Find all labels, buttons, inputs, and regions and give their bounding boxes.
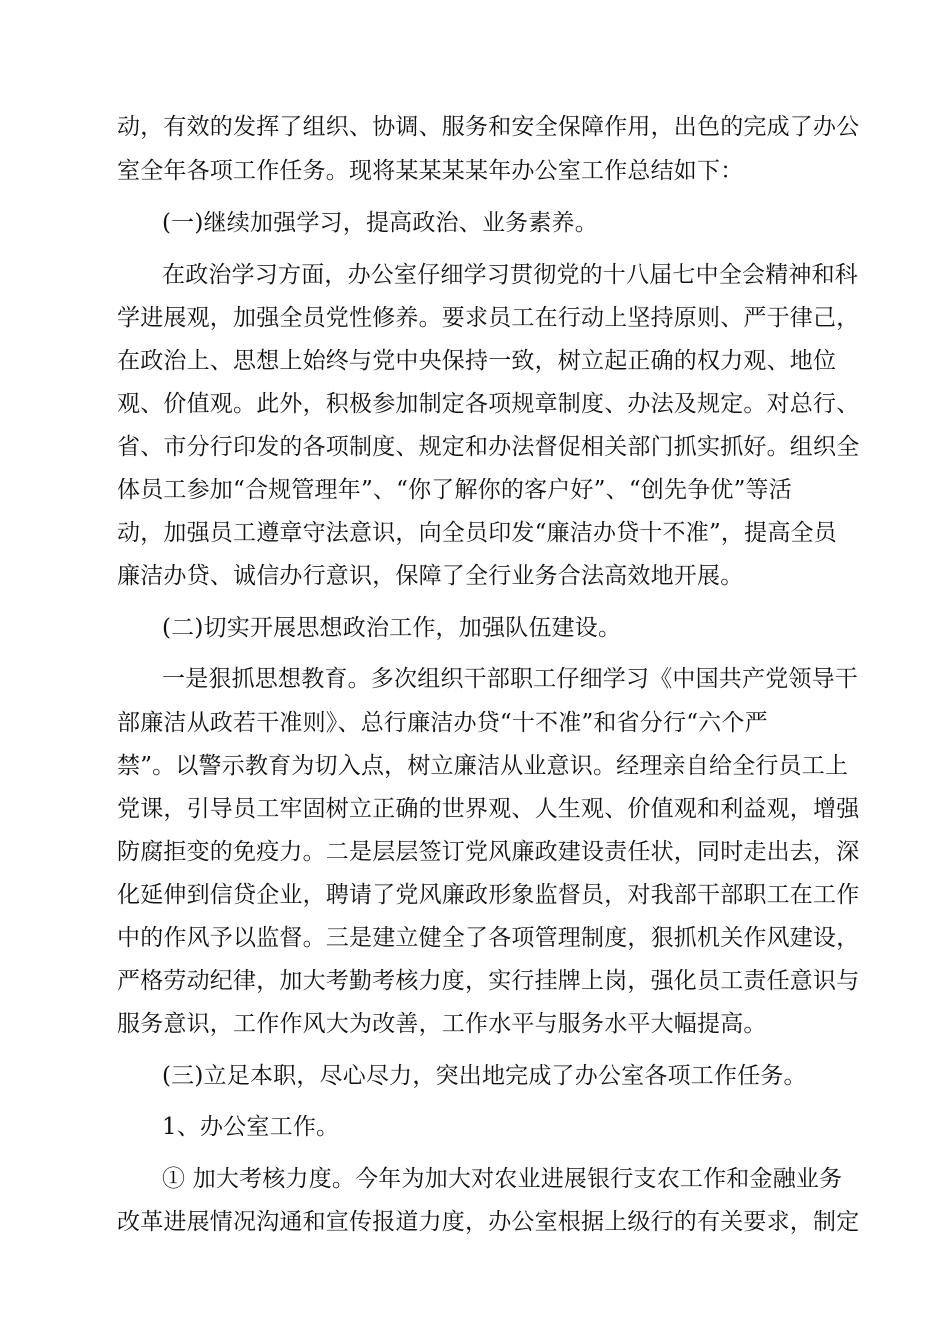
paragraph-line: 室全年各项工作任务。现将某某某某年办公室工作总结如下：: [117, 158, 744, 184]
paragraph-line: 改革进展情况沟通和宣传报道力度，办公室根据上级行的有关要求，制定: [117, 1209, 860, 1235]
section-heading: (一)继续加强学习，提高政治、业务素养。: [162, 210, 598, 236]
paragraph-line: 部廉洁从政若干准则》、总行廉洁办贷“十不准”和省分行“六个严: [117, 710, 768, 736]
paragraph-line: 观、价值观。此外，积极参加制定各项规章制度、办法及规定。对总行、: [117, 391, 860, 417]
paragraph-line: 中的作风予以监督。三是建立健全了各项管理制度，狠抓机关作风建设，: [117, 925, 860, 951]
paragraph-line: 党课，引导员工牢固树立正确的世界观、人生观、价值观和利益观，增强: [117, 796, 860, 822]
paragraph-line: 防腐拒变的免疫力。二是层层签订党风廉政建设责任状，同时走出去，深: [117, 839, 860, 865]
paragraph-line: ① 加大考核力度。今年为加大对农业进展银行支农工作和金融业务: [162, 1166, 843, 1192]
paragraph-line: 服务意识，工作作风大为改善，工作水平与服务水平大幅提高。: [117, 1011, 767, 1037]
subsection-heading: 1、办公室工作。: [162, 1114, 340, 1140]
paragraph-line: 化延伸到信贷企业，聘请了党风廉政形象监督员，对我部干部职工在工作: [117, 882, 860, 908]
paragraph-line: 在政治学习方面，办公室仔细学习贯彻党的十八届七中全会精神和科: [162, 262, 858, 288]
paragraph-line: 在政治上、思想上始终与党中央保持一致，树立起正确的权力观、地位: [117, 348, 837, 374]
section-heading: (二)切实开展思想政治工作，加强队伍建设。: [162, 615, 622, 641]
paragraph-line: 学进展观，加强全员党性修养。要求员工在行动上坚持原则、严于律己，: [117, 305, 860, 331]
paragraph-line: 省、市分行印发的各项制度、规定和办法督促相关部门抓实抓好。组织全: [117, 434, 860, 460]
paragraph-line: 动，有效的发挥了组织、协调、服务和安全保障作用，出色的完成了办公: [117, 114, 860, 140]
section-heading: (三)立足本职，尽心尽力，突出地完成了办公室各项工作任务。: [162, 1063, 807, 1089]
paragraph-line: 一是狠抓思想教育。多次组织干部职工仔细学习《中国共产党领导干: [162, 666, 858, 692]
paragraph-line: 体员工参加“合规管理年”、“你了解你的客户好”、“创先争优”等活: [117, 477, 792, 503]
paragraph-line: 廉洁办贷、诚信办行意识，保障了全行业务合法高效地开展。: [117, 563, 744, 589]
paragraph-line: 禁”。以警示教育为切入点，树立廉洁从业意识。经理亲自给全行员工上: [117, 753, 849, 779]
paragraph-line: 严格劳动纪律，加大考勤考核力度，实行挂牌上岗，强化员工责任意识与: [117, 968, 860, 994]
paragraph-line: 动，加强员工遵章守法意识，向全员印发“廉洁办贷十不准”，提高全员: [117, 520, 837, 546]
